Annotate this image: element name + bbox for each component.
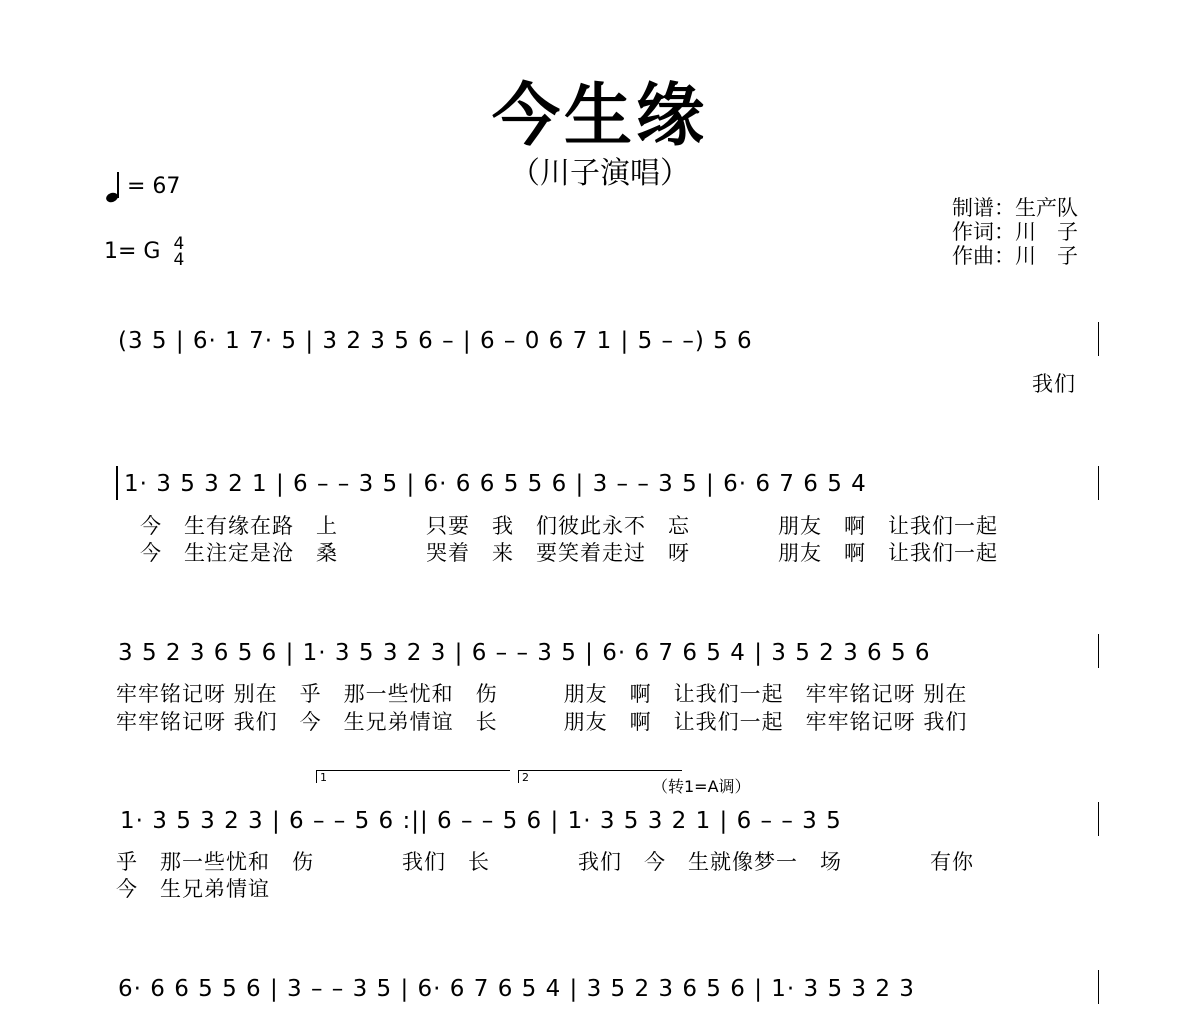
credit-lyricist: 作词：川 子 [952, 220, 1078, 244]
bar-line [1098, 322, 1099, 356]
bar-line [1098, 466, 1099, 500]
tempo-value: = 67 [127, 174, 181, 199]
second-ending-bracket: 2 [518, 770, 682, 783]
lyric-line-1: 我们 [1032, 372, 1076, 396]
credits-block [952, 196, 1078, 268]
song-title: 今生缘 [491, 77, 708, 156]
modulation-marking: （转1=A调） [652, 777, 751, 796]
time-signature-top: 4 [173, 234, 185, 254]
notation-line-5: 6· 6 6 5 5 6 | 3 – – 3 5 | 6· 6 7 6 5 4 | 3 5 2 3 6 5 6 | 1· 3 5 3 2 3 [118, 976, 915, 1002]
bar-line [1098, 802, 1099, 836]
notation-line-3: 3 5 2 3 6 5 6 | 1· 3 5 3 2 3 | 6 – – 3 5 | 6· 6 7 6 5 4 | 3 5 2 3 6 5 6 [118, 640, 931, 666]
time-signature [173, 236, 184, 268]
lyric-line-2b: 今 生注定是沧 桑 哭着 来 要笑着走过 呀 朋友 啊 让我们一起 [140, 541, 998, 565]
lyric-line-4a: 乎 那一些忧和 伤 我们 长 我们 今 生就像梦一 场 有你 [116, 850, 974, 874]
tempo-marking [106, 172, 180, 202]
bar-line [1098, 970, 1099, 1004]
time-signature-bottom: 4 [173, 250, 185, 270]
notation-line-4: 1· 3 5 3 2 3 | 6 – – 5 6 :|| 6 – – 5 6 | 1· 3 5 3 2 1 | 6 – – 3 5 [120, 808, 842, 834]
notation-line-1: (3 5 | 6· 1 7· 5 | 3 2 3 5 6 – | 6 – 0 6 7 1 | 5 – –) 5 6 [118, 328, 753, 354]
quarter-note-icon [106, 172, 120, 202]
song-subtitle: （川子演唱） [510, 156, 690, 191]
credit-composer: 作曲：川 子 [952, 244, 1078, 268]
credit-arranger: 制谱：生产队 [952, 196, 1078, 220]
key-label: 1= G [104, 239, 161, 264]
lyric-line-4b: 今 生兄弟情谊 [116, 877, 270, 901]
first-ending-bracket: 1 [316, 770, 510, 783]
lyric-line-3a: 牢牢铭记呀 别在 乎 那一些忧和 伤 朋友 啊 让我们一起 牢牢铭记呀 别在 [116, 682, 968, 706]
repeat-start-barline [116, 466, 118, 500]
lyric-line-3b: 牢牢铭记呀 我们 今 生兄弟情谊 长 朋友 啊 让我们一起 牢牢铭记呀 我们 [116, 710, 968, 734]
lyric-line-2a: 今 生有缘在路 上 只要 我 们彼此永不 忘 朋友 啊 让我们一起 [140, 514, 998, 538]
notation-line-2: 1· 3 5 3 2 1 | 6 – – 3 5 | 6· 6 6 5 5 6 | 3 – – 3 5 | 6· 6 7 6 5 4 [124, 471, 867, 497]
key-signature [104, 236, 184, 268]
bar-line [1098, 634, 1099, 668]
